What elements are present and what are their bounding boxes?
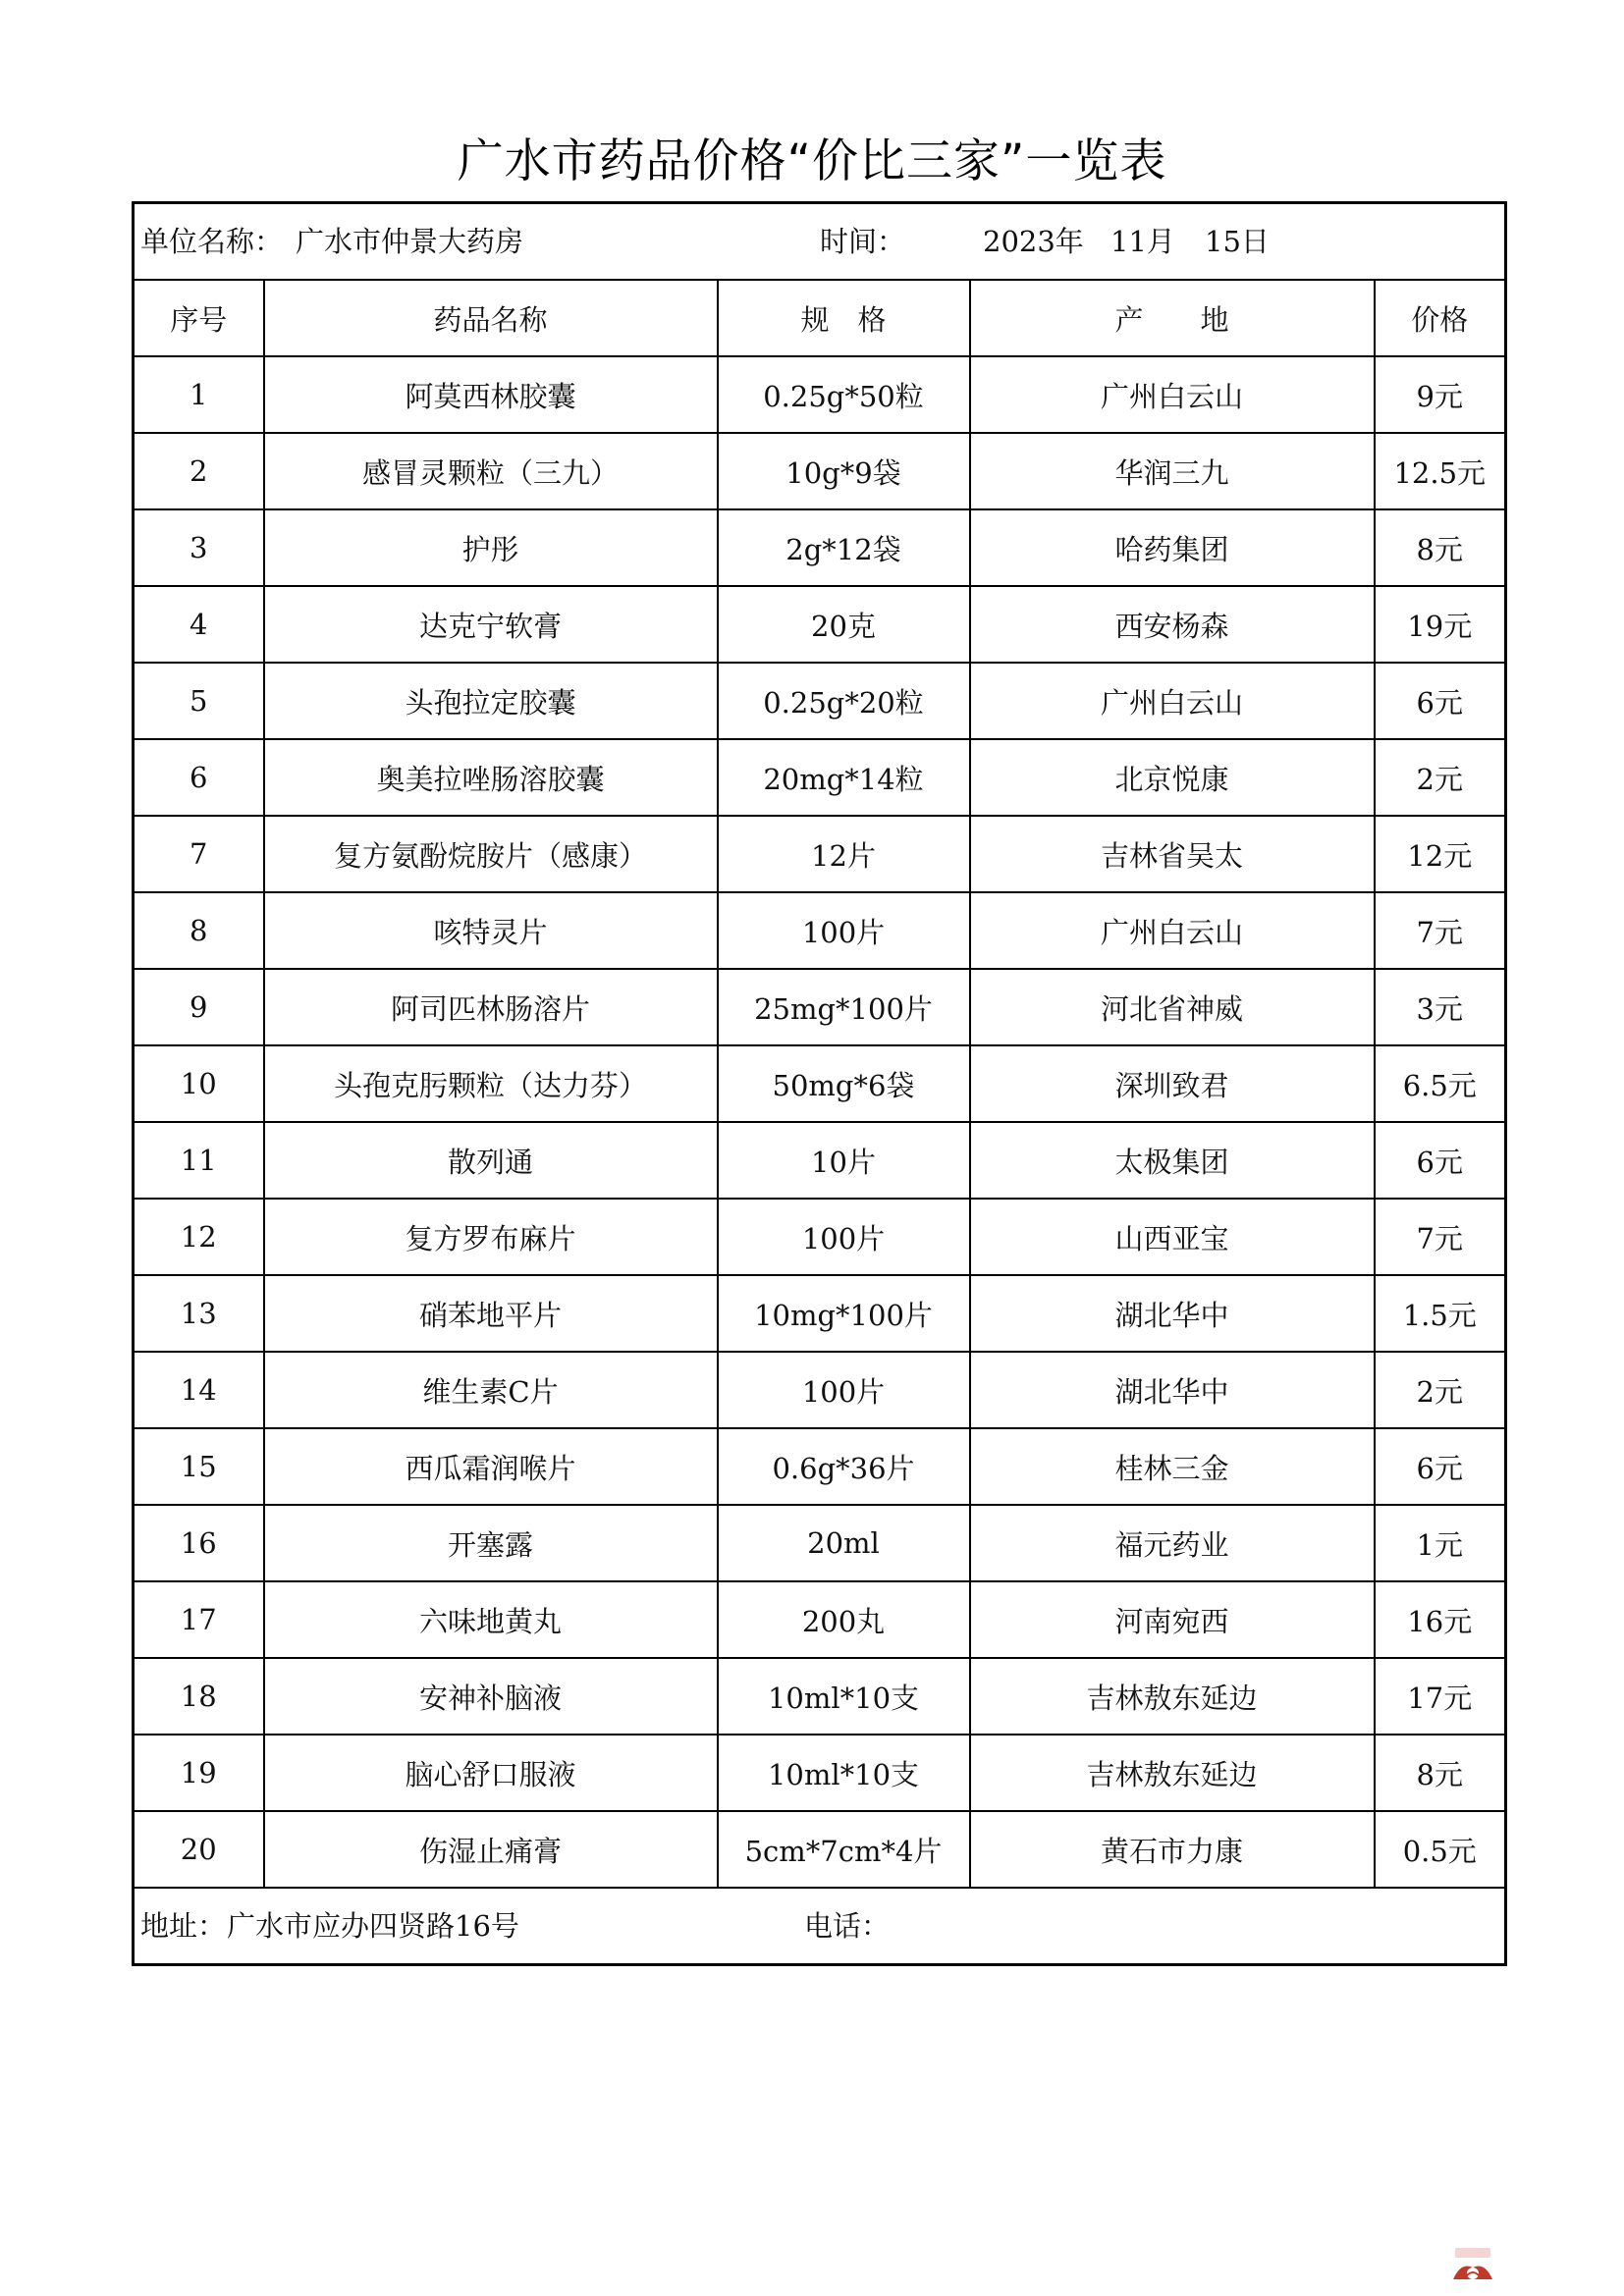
cell-seq: 10 (134, 1045, 264, 1122)
cell-name: 奥美拉唑肠溶胶囊 (264, 739, 718, 816)
cell-seq: 16 (134, 1505, 264, 1581)
cell-seq: 9 (134, 969, 264, 1045)
cell-origin: 北京悦康 (970, 739, 1375, 816)
cell-origin: 湖北华中 (970, 1275, 1375, 1352)
cell-name: 阿莫西林胶囊 (264, 356, 718, 433)
table-row (134, 1275, 1506, 1352)
table-row (134, 1811, 1506, 1888)
document-title: 广水市药品价格“价比三家”一览表 (457, 134, 1167, 188)
cell-seq: 15 (134, 1428, 264, 1505)
cell-name: 护彤 (264, 509, 718, 586)
unit-info-row (134, 203, 1506, 281)
cell-price: 1元 (1375, 1505, 1506, 1581)
price-table-body (134, 203, 1506, 1965)
watermark-logo (1447, 2246, 1498, 2285)
cell-seq: 13 (134, 1275, 264, 1352)
header-origin: 产 地 (970, 280, 1375, 356)
table-row (134, 1735, 1506, 1811)
header-price: 价格 (1375, 280, 1506, 356)
cell-spec: 0.6g*36片 (718, 1428, 970, 1505)
cell-origin: 广州白云山 (970, 663, 1375, 739)
table-row (134, 739, 1506, 816)
cell-spec: 0.25g*20粒 (718, 663, 970, 739)
cell-origin: 河南宛西 (970, 1581, 1375, 1658)
cell-origin: 深圳致君 (970, 1045, 1375, 1122)
cell-price: 8元 (1375, 1735, 1506, 1811)
price-table (132, 201, 1507, 1966)
header-name: 药品名称 (264, 280, 718, 356)
cell-price: 6元 (1375, 663, 1506, 739)
cell-origin: 河北省神威 (970, 969, 1375, 1045)
cell-price: 3元 (1375, 969, 1506, 1045)
cell-seq: 4 (134, 586, 264, 663)
cell-seq: 14 (134, 1352, 264, 1428)
cell-seq: 1 (134, 356, 264, 433)
date-month: 11月 (1110, 225, 1175, 258)
cell-seq: 17 (134, 1581, 264, 1658)
cell-seq: 7 (134, 816, 264, 892)
cell-seq: 8 (134, 892, 264, 969)
cell-price: 1.5元 (1375, 1275, 1506, 1352)
cell-price: 6元 (1375, 1428, 1506, 1505)
table-row (134, 1045, 1506, 1122)
cell-name: 头孢拉定胶囊 (264, 663, 718, 739)
cell-name: 安神补脑液 (264, 1658, 718, 1735)
date-day: 15日 (1205, 225, 1270, 258)
cell-origin: 吉林敖东延边 (970, 1735, 1375, 1811)
cell-price: 2元 (1375, 1352, 1506, 1428)
cell-origin: 华润三九 (970, 433, 1375, 509)
cell-origin: 广州白云山 (970, 892, 1375, 969)
cell-seq: 2 (134, 433, 264, 509)
table-row (134, 356, 1506, 433)
time-label: 时间： (820, 225, 906, 258)
cell-origin: 山西亚宝 (970, 1199, 1375, 1275)
cell-name: 脑心舒口服液 (264, 1735, 718, 1811)
cell-spec: 200丸 (718, 1581, 970, 1658)
table-row (134, 509, 1506, 586)
cell-spec: 10g*9袋 (718, 433, 970, 509)
unit-name: 广水市仲景大药房 (296, 225, 524, 258)
cell-seq: 5 (134, 663, 264, 739)
cell-name: 维生素C片 (264, 1352, 718, 1428)
cell-seq: 6 (134, 739, 264, 816)
footer-cell (134, 1888, 1506, 1965)
table-row (134, 1505, 1506, 1581)
cell-name: 头孢克肟颗粒（达力芬） (264, 1045, 718, 1122)
table-row (134, 433, 1506, 509)
cell-name: 伤湿止痛膏 (264, 1811, 718, 1888)
cell-seq: 20 (134, 1811, 264, 1888)
cell-name: 咳特灵片 (264, 892, 718, 969)
table-row (134, 663, 1506, 739)
table-row (134, 1352, 1506, 1428)
cell-spec: 25mg*100片 (718, 969, 970, 1045)
cell-spec: 10mg*100片 (718, 1275, 970, 1352)
cell-seq: 18 (134, 1658, 264, 1735)
footer-row (134, 1888, 1506, 1965)
header-spec: 规 格 (718, 280, 970, 356)
cell-spec: 10ml*10支 (718, 1735, 970, 1811)
cell-spec: 100片 (718, 1352, 970, 1428)
header-seq: 序号 (134, 280, 264, 356)
cell-spec: 100片 (718, 1199, 970, 1275)
cell-origin: 太极集团 (970, 1122, 1375, 1199)
address-value: 广水市应办四贤路16号 (227, 1909, 519, 1943)
cell-seq: 12 (134, 1199, 264, 1275)
cell-name: 达克宁软膏 (264, 586, 718, 663)
cell-spec: 20克 (718, 586, 970, 663)
table-row (134, 1658, 1506, 1735)
cell-name: 散列通 (264, 1122, 718, 1199)
cell-name: 阿司匹林肠溶片 (264, 969, 718, 1045)
cell-spec: 12片 (718, 816, 970, 892)
header-row (134, 280, 1506, 356)
table-row (134, 1428, 1506, 1505)
cell-seq: 19 (134, 1735, 264, 1811)
cell-price: 12元 (1375, 816, 1506, 892)
cell-spec: 20mg*14粒 (718, 739, 970, 816)
cell-spec: 2g*12袋 (718, 509, 970, 586)
cell-origin: 黄石市力康 (970, 1811, 1375, 1888)
cell-price: 7元 (1375, 1199, 1506, 1275)
cell-origin: 福元药业 (970, 1505, 1375, 1581)
cell-seq: 11 (134, 1122, 264, 1199)
cell-price: 7元 (1375, 892, 1506, 969)
cell-price: 19元 (1375, 586, 1506, 663)
cell-seq: 3 (134, 509, 264, 586)
cell-price: 0.5元 (1375, 1811, 1506, 1888)
unit-label: 单位名称： (140, 225, 284, 258)
cell-price: 2元 (1375, 739, 1506, 816)
table-row (134, 892, 1506, 969)
date-year: 2023年 (983, 225, 1084, 258)
cell-price: 16元 (1375, 1581, 1506, 1658)
cell-name: 硝苯地平片 (264, 1275, 718, 1352)
cell-origin: 西安杨森 (970, 586, 1375, 663)
cell-price: 17元 (1375, 1658, 1506, 1735)
table-row (134, 816, 1506, 892)
cell-origin: 湖北华中 (970, 1352, 1375, 1428)
cell-origin: 吉林省吴太 (970, 816, 1375, 892)
cell-spec: 10片 (718, 1122, 970, 1199)
cell-price: 8元 (1375, 509, 1506, 586)
cell-name: 感冒灵颗粒（三九） (264, 433, 718, 509)
cell-price: 6.5元 (1375, 1045, 1506, 1122)
cell-spec: 5cm*7cm*4片 (718, 1811, 970, 1888)
table-row (134, 1581, 1506, 1658)
cell-price: 9元 (1375, 356, 1506, 433)
table-row (134, 1199, 1506, 1275)
cell-spec: 0.25g*50粒 (718, 356, 970, 433)
table-row (134, 586, 1506, 663)
cell-name: 复方氨酚烷胺片（感康） (264, 816, 718, 892)
cell-origin: 吉林敖东延边 (970, 1658, 1375, 1735)
cell-name: 六味地黄丸 (264, 1581, 718, 1658)
cell-spec: 20ml (718, 1505, 970, 1581)
unit-info-cell (134, 203, 1506, 281)
cell-spec: 100片 (718, 892, 970, 969)
cell-origin: 哈药集团 (970, 509, 1375, 586)
cell-origin: 广州白云山 (970, 356, 1375, 433)
address-label: 地址： (140, 1909, 227, 1943)
cell-name: 开塞露 (264, 1505, 718, 1581)
cell-spec: 50mg*6袋 (718, 1045, 970, 1122)
cell-name: 西瓜霜润喉片 (264, 1428, 718, 1505)
table-row (134, 969, 1506, 1045)
phone-label: 电话： (804, 1909, 891, 1943)
cell-price: 6元 (1375, 1122, 1506, 1199)
cell-price: 12.5元 (1375, 433, 1506, 509)
cell-origin: 桂林三金 (970, 1428, 1375, 1505)
cell-spec: 10ml*10支 (718, 1658, 970, 1735)
table-row (134, 1122, 1506, 1199)
cell-name: 复方罗布麻片 (264, 1199, 718, 1275)
